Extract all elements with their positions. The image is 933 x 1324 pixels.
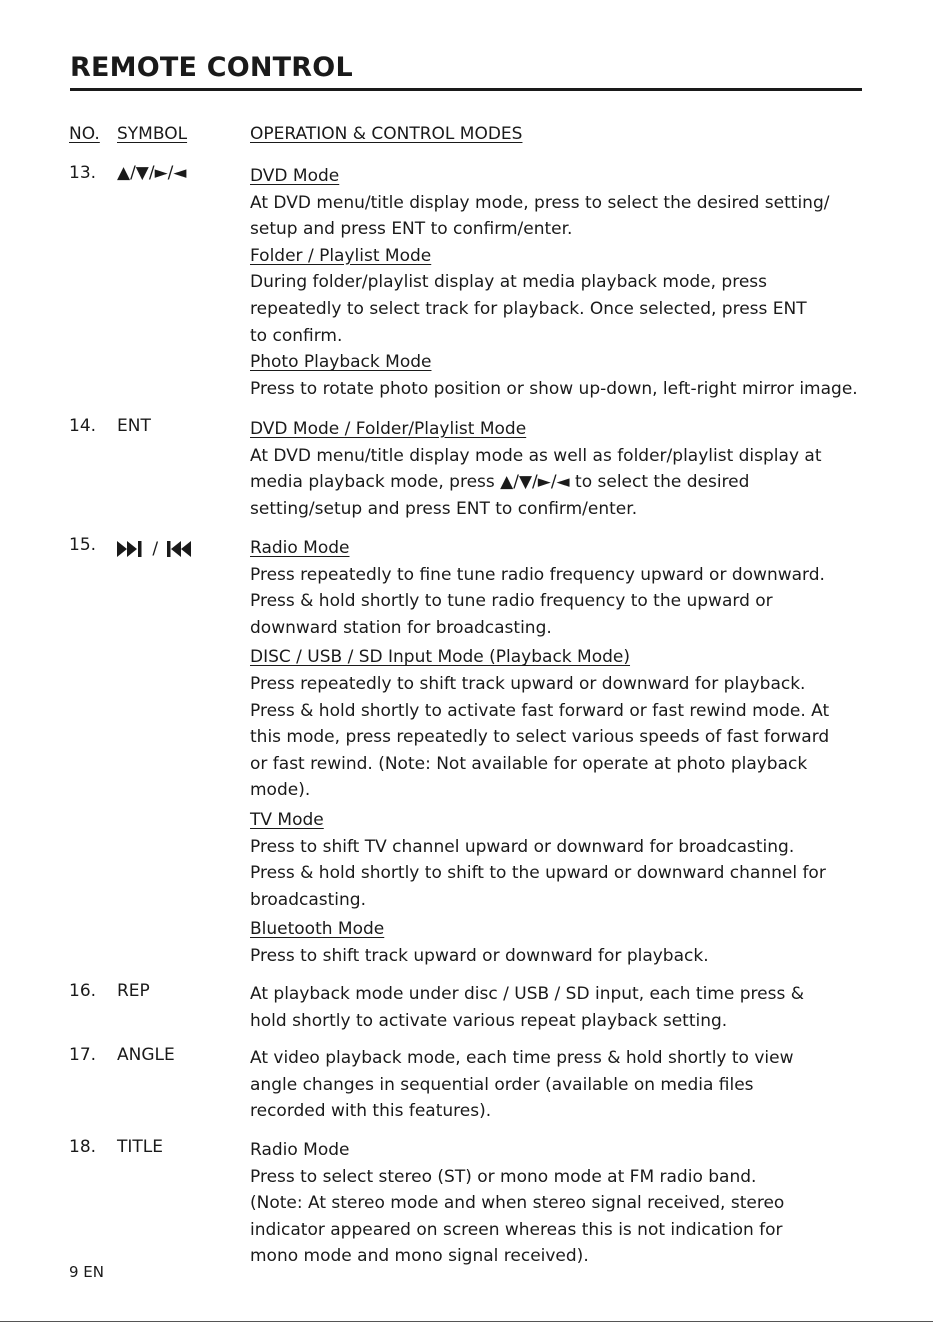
- description-line: downward station for broadcasting.: [250, 617, 552, 638]
- description-line: or fast rewind. (Note: Not available for operate at photo playback: [250, 753, 808, 774]
- description-line: broadcasting.: [250, 889, 366, 910]
- description-line: At video playback mode, each time press & hold shortly to view: [250, 1048, 794, 1068]
- mode-heading: Radio Mode: [250, 1140, 350, 1160]
- title-underline: [70, 88, 862, 91]
- description-line: At playback mode under disc / USB / SD input, each time press &: [250, 984, 804, 1004]
- column-header-no: NO.: [69, 124, 100, 144]
- page-title: REMOTE CONTROL: [70, 52, 353, 83]
- mode-heading: TV Mode: [250, 809, 324, 830]
- description-line: Press & hold shortly to shift to the upward or downward channel for: [250, 863, 826, 884]
- description-line: hold shortly to activate various repeat playback setting.: [250, 1010, 728, 1031]
- row-operation: [250, 163, 890, 402]
- row-operation: [250, 1045, 890, 1125]
- description-line: At DVD menu/title display mode as well as folder/playlist display at: [250, 445, 822, 466]
- description-line: setting/setup and press ENT to confirm/enter.: [250, 498, 638, 519]
- row-symbol: REP: [117, 981, 150, 1001]
- description-line: At DVD menu/title display mode, press to select the desired setting/: [250, 192, 830, 213]
- description-line: Press to select stereo (ST) or mono mode at FM radio band.: [250, 1166, 757, 1187]
- description-line: Press to rotate photo position or show up-down, left-right mirror image.: [250, 378, 858, 399]
- description-line: mono mode and mono signal received).: [250, 1246, 589, 1267]
- column-header-symbol: SYMBOL: [117, 124, 188, 144]
- row-symbol: ENT: [117, 416, 151, 436]
- symbol-separator: /: [152, 539, 159, 559]
- description-line: mode).: [250, 780, 311, 801]
- row-operation: [250, 416, 890, 522]
- mode-heading: DISC / USB / SD Input Mode (Playback Mode): [250, 647, 631, 668]
- mode-heading: DVD Mode / Folder/Playlist Mode: [250, 419, 527, 439]
- row-symbol: ANGLE: [117, 1045, 175, 1065]
- description-line: Press repeatedly to fine tune radio frequency upward or downward.: [250, 564, 825, 585]
- page-bottom-divider: [0, 1321, 933, 1322]
- description-line: Press & hold shortly to tune radio frequency to the upward or: [250, 591, 773, 612]
- row-number: 15.: [69, 535, 97, 555]
- description-line: During folder/playlist display at media playback mode, press: [250, 272, 767, 293]
- description-line: media playback mode, press ▲/▼/►/◄ to select the desired: [250, 472, 750, 493]
- description-line: Press to shift track upward or downward for playback.: [250, 945, 709, 966]
- row-symbol: TITLE: [117, 1137, 163, 1157]
- mode-heading: DVD Mode: [250, 166, 340, 186]
- mode-heading: Folder / Playlist Mode: [250, 245, 432, 266]
- description-line: angle changes in sequential order (available on media files: [250, 1074, 754, 1095]
- mode-heading: Photo Playback Mode: [250, 352, 432, 373]
- description-line: repeatedly to select track for playback. Once selected, press ENT: [250, 298, 807, 319]
- skip-previous-icon: [164, 541, 194, 557]
- row-number: 16.: [69, 981, 97, 1001]
- row-number: 17.: [69, 1045, 97, 1065]
- description-line: Press repeatedly to shift track upward or downward for playback.: [250, 673, 806, 694]
- description-line: indicator appeared on screen whereas this is not indication for: [250, 1219, 783, 1240]
- description-line: Press & hold shortly to activate fast forward or fast rewind mode. At: [250, 700, 830, 721]
- row-symbol: [117, 539, 194, 559]
- page-number: 9 EN: [69, 1263, 105, 1281]
- skip-next-icon: [117, 541, 147, 557]
- description-line: recorded with this features).: [250, 1101, 492, 1122]
- description-line: setup and press ENT to confirm/enter.: [250, 219, 573, 240]
- description-line: (Note: At stereo mode and when stereo signal received, stereo: [250, 1193, 785, 1214]
- row-symbol: ▲/▼/►/◄: [117, 163, 187, 183]
- mode-heading: Bluetooth Mode: [250, 919, 385, 940]
- row-number: 13.: [69, 163, 97, 183]
- row-number: 14.: [69, 416, 97, 436]
- column-header-operation: OPERATION & CONTROL MODES: [250, 124, 523, 144]
- row-operation: [250, 1137, 890, 1270]
- description-line: Press to shift TV channel upward or downward for broadcasting.: [250, 836, 795, 857]
- row-operation: [250, 981, 890, 1034]
- mode-heading: Radio Mode: [250, 538, 350, 558]
- description-line: this mode, press repeatedly to select various speeds of fast forward: [250, 727, 830, 748]
- description-line: to confirm.: [250, 325, 343, 346]
- row-number: 18.: [69, 1137, 97, 1157]
- row-operation: [250, 535, 890, 970]
